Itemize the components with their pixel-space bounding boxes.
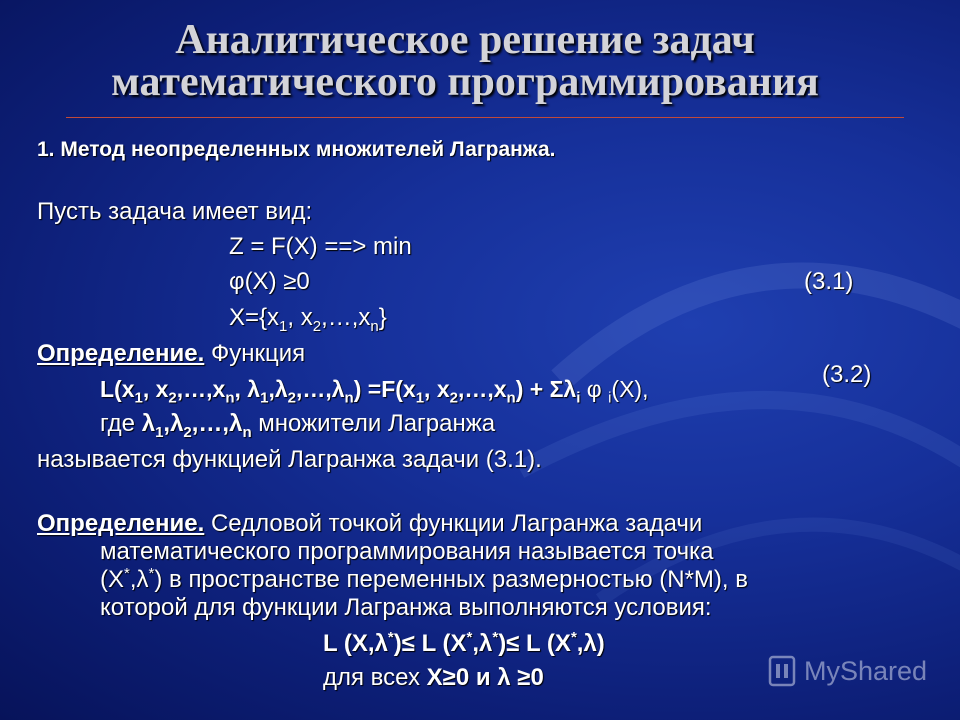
watermark-logo	[768, 655, 927, 687]
for-all-condition: для всех X≥0 и λ ≥0	[323, 664, 544, 691]
definition-label: Определение.	[37, 340, 205, 367]
definition-2: Определение. Седловой точкой функции Лагранжа задачи	[37, 510, 703, 537]
variable-set: $X=\{x_1$, $x_2,\dots,x_n$}	[229, 304, 387, 335]
definition-2-line3: (X*,λ*) в пространстве переменных размерностью (N*M), в	[100, 565, 748, 593]
definition-label-2: Определение.	[37, 510, 205, 537]
definition-1: Определение. Функция	[37, 340, 306, 367]
objective-formula: Z = F(X) ==> min	[229, 233, 412, 260]
title-divider	[66, 117, 904, 118]
equation-number-3-1: (3.1)	[804, 268, 854, 295]
slide-title-line1: Аналитическое решение задач	[175, 17, 755, 63]
myshared-logo-icon	[768, 655, 796, 687]
slide-title-line2: математического программирования	[111, 59, 819, 105]
called-line: называется функцией Лагранжа задачи (3.1).	[37, 446, 542, 473]
lagrange-function: $L(x_1$, $x_2,\dots,x_n$, $\lambda_1,\lambda_2,\dots,\lambda_n) =F(x_1$, $x_2,\dots,x_n) + \Sigma\lambda_i$ φ $_i$(X),	[100, 376, 649, 407]
problem-intro: Пусть задача имеет вид:	[37, 198, 313, 225]
equation-number-3-2: (3.2)	[822, 361, 872, 388]
definition-2-line4: которой для функции Лагранжа выполняются условия:	[100, 594, 712, 621]
watermark-text: MyShared	[804, 655, 928, 686]
method-heading: 1. Метод неопределенных множителей Лагранжа.	[37, 138, 556, 161]
definition-2-line2: математического программирования называется точка	[100, 538, 714, 565]
saddle-condition: L (X,λ*)≤ L (X*,λ*)≤ L (X*,λ)	[323, 629, 605, 657]
constraint-formula: φ(X) ≥0	[229, 268, 310, 295]
multipliers-line: где $\lambda_1,\lambda_2,\dots,\lambda_n$ множители Лагранжа	[100, 410, 496, 441]
